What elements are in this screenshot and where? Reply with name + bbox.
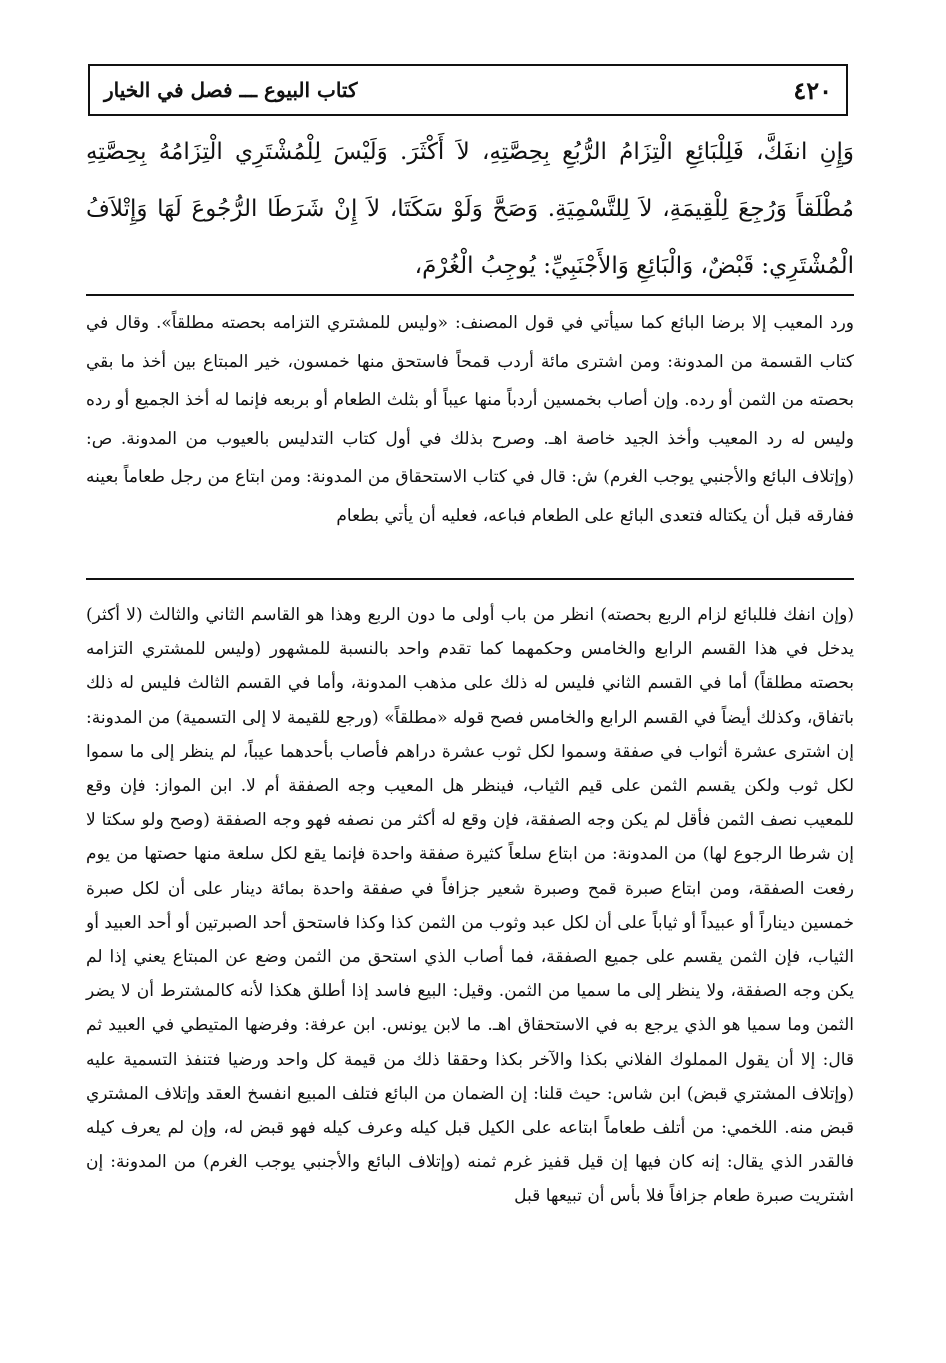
commentary-upper-paragraph: ورد المعيب إلا برضا البائع كما سيأتي في قول المصنف: «وليس للمشتري التزامه بحصته مطلقاً». وقال في كتاب القسمة من المدونة: ومن اشترى مائة أردب قمحاً فاستحق منها خمسون، خير المبتاع بين أخذ ما بقي بحصته من الثمن أو رده. وإن أصاب بخمسين أردباً منها عيباً أو بثلث الطعام أو بربعه فإنما له أخذ الجميع أو رده وليس له رد المعيب وأخذ الجيد خاصة اهـ. وصرح بذلك في أول كتاب التدليس بالعيوب من المدونة. ص: (وإتلاف البائع والأجنبي يوجب الغرم) ش: قال في كتاب الاستحقاق من المدونة: ومن ابتاع من رجل طعاماً بعينه ففارقه قبل أن يكتاله فتعدى البائع على الطعام فباعه، فعليه أن يأتي بطعام <box>86 313 854 526</box>
commentary-lower <box>86 598 854 1214</box>
commentary-upper <box>86 304 854 535</box>
page-number: ٤٢٠ <box>793 75 832 105</box>
commentary-lower-paragraph: (وإن انفك فللبائع لزام الربع بحصته) انظر من باب أولى ما دون الربع وهذا هو القاسم الثاني والثالث (لا أكثر) يدخل في هذا القسم الرابع والخامس وحكمهما كما تقدم واحد بالنسبة للمشهور (وليس للمشتري التزامه بحصته مطلقاً) أما في القسم الثاني فليس له ذلك على مذهب المدونة، وأما في القسم الثالث فليس له ذلك باتفاق، وكذلك أيضاً في القسم الرابع والخامس فصح قوله «مطلقاً» (ورجع للقيمة لا إلى التسمية) من المدونة: إن اشترى عشرة أثواب في صفقة وسموا لكل ثوب عشرة دراهم فأصاب بأحدهما عيباً، لم ينظر إلى ما سموا لكل ثوب ولكن يقسم الثمن على قيم الثياب، فينظر هل المعيب وجه الصفقة أم لا. ابن المواز: فإن وقع للمعيب نصف الثمن فأقل لم يكن وجه الصفقة، فإن وقع له أكثر من نصفه فهو وجه الصفقة (وصح ولو سكتا لا إن شرطا الرجوع لها) من المدونة: من ابتاع سلعاً كثيرة صفقة واحدة فإنما يقع لكل سلعة منها حصتها من يوم رفعت الصفقة، ومن ابتاع صبرة قمح وصبرة شعير جزافاً في صفقة واحدة بمائة دينار على أن لكل صبرة خمسين ديناراً أو عبيداً أو ثياباً على أن لكل عبد وثوب من الثمن كذا وكذا فاستحق أحد الصبرتين أو أحد العبيد أو الثياب، فإن الثمن يقسم على جميع الصفقة، فما أصاب الذي استحق من الثمن وضع عن المبتاع يعني إذا لم يكن وجه الصفقة، ولا ينظر إلى ما سميا من الثمن. وقيل: البيع فاسد إذا أطلق هكذا لأنه كالمشترط أن لا يضر الثمن وما سميا هو الذي يرجع به في الاستحقاق اهـ. ما لابن يونس. ابن عرفة: وفرضها المتيطي في العبيد ثم قال: إلا أن يقول المملوك الفلاني بكذا والآخر بكذا وحققا ذلك من قيمة كل واحد ورضيا فتنفذ التسمية عليه (وإتلاف المشتري قبض) ابن شاس: حيث قلنا: إن الضمان من البائع فتلف المبيع انفسخ العقد وإتلاف المشتري قبض منه. اللخمي: من أتلف طعاماً ابتاعه على الكيل قبل كيله وعرف كيله فهو قبض له، وإن لم يعرف كيله فالقدر الذي يقال: إنه كان فيها إن قيل قفيز غرم ثمنه (وإتلاف البائع والأجنبي يوجب الغرم) من المدونة: إن اشتريت صبرة طعام جزافاً فلا بأس أن تبيعها قبل <box>86 605 854 1207</box>
page-header <box>88 64 848 116</box>
commentary-divider <box>86 578 854 580</box>
main-text <box>86 124 854 295</box>
main-text-divider <box>86 294 854 296</box>
running-title: كتاب البيوع ـــ فصل في الخيار <box>104 78 358 102</box>
main-text-paragraph: وَإِنِ انفَكَّ، فَلِلْبَائِعِ الْتِزَامُ الرُّبُعِ بِحِصَّتِهِ، لاَ أَكْثَرَ. وَلَيْسَ لِلْمُشْتَرِي الْتِزَامُهُ بِحِصَّتِهِ مُطْلَقاً وَرُجِعَ لِلْقِيمَةِ، لاَ لِلتَّسْمِيَةِ. وَصَحَّ وَلَوْ سَكَتَا، لاَ إِنْ شَرَطَا الرُّجُوعَ لَهَا وَإِتْلاَفُ الْمُشْتَرِي: قَبْضٌ، وَالْبَائِعِ وَالأَجْنَبِيِّ: يُوجِبُ الْغُرْمَ، <box>86 139 854 279</box>
